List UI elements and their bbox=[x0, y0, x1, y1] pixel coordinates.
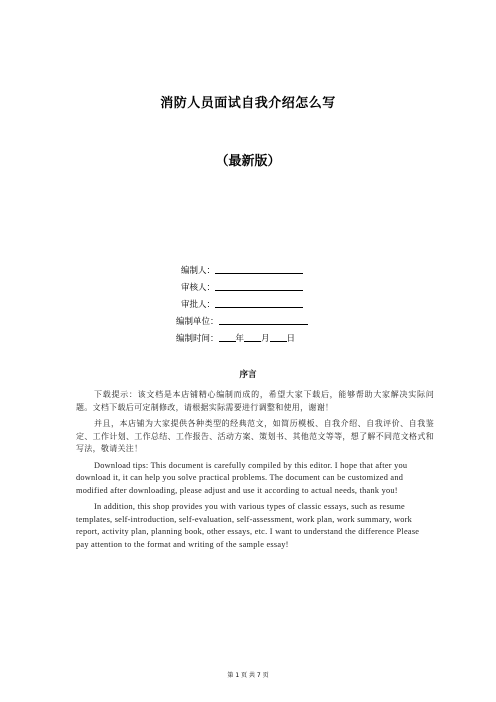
field-reviewer-label: 审核人： bbox=[181, 283, 216, 293]
preface-paragraph-3: Download tips: This document is carefully compiled by this editor. I hope that after you download it, it can help you solve practical problems. The document can be customized and modified after downloading, please adjust and use it according to actual needs, thank you! bbox=[76, 460, 408, 495]
preface-body bbox=[76, 389, 434, 555]
document-subtitle: （最新版） bbox=[215, 154, 281, 169]
field-month-label: 月 bbox=[261, 334, 270, 344]
field-approver-label: 审批人： bbox=[181, 300, 216, 310]
field-unit-line bbox=[219, 314, 308, 325]
field-year-label: 年 bbox=[235, 334, 245, 344]
preface-heading: 序言 bbox=[239, 370, 257, 380]
field-reviewer-line bbox=[215, 280, 303, 291]
field-day-label: 日 bbox=[286, 334, 296, 344]
preface-paragraph-4: In addition, this shop provides you with various types of classic essays, such as resume templates, self-introduction, self-evaluation, self-assessment, work plan, work summary, work report, activity plan, planning book, other essays, etc. I want to understand the difference Please pay attention to the format and writing of the sample essay! bbox=[76, 502, 420, 549]
field-month-line bbox=[244, 331, 261, 342]
field-unit bbox=[176, 314, 308, 331]
field-approver bbox=[176, 297, 308, 314]
field-year-line bbox=[219, 331, 236, 342]
page-footer: 第 1 页 共 7 页 bbox=[227, 672, 269, 679]
field-editor-line bbox=[215, 263, 303, 274]
field-unit-label: 编制单位： bbox=[176, 317, 219, 327]
document-fields bbox=[176, 263, 308, 348]
field-time bbox=[176, 331, 308, 348]
field-reviewer bbox=[176, 280, 308, 297]
preface-paragraph-2: 并且，本店铺为大家提供各种类型的经典范文，如简历模板、自我介绍、自我评价、自我鉴定、工作计划、工作总结、工作报告、活动方案、策划书、其他范文等等，想了解不同范文格式和写法，敬请关注！ bbox=[76, 419, 434, 453]
document-title: 消防人员面试自我介绍怎么写 bbox=[160, 96, 336, 111]
field-time-label: 编制时间： bbox=[176, 334, 219, 344]
field-editor-label: 编制人： bbox=[181, 266, 216, 276]
field-day-line bbox=[270, 331, 287, 342]
preface-paragraph-1: 下载提示：该文档是本店铺精心编制而成的，希望大家下载后，能够帮助大家解决实际问题。文档下载后可定制修改，请根据实际需要进行调整和使用，谢谢！ bbox=[76, 390, 434, 412]
field-editor bbox=[176, 263, 308, 280]
field-approver-line bbox=[215, 297, 303, 308]
